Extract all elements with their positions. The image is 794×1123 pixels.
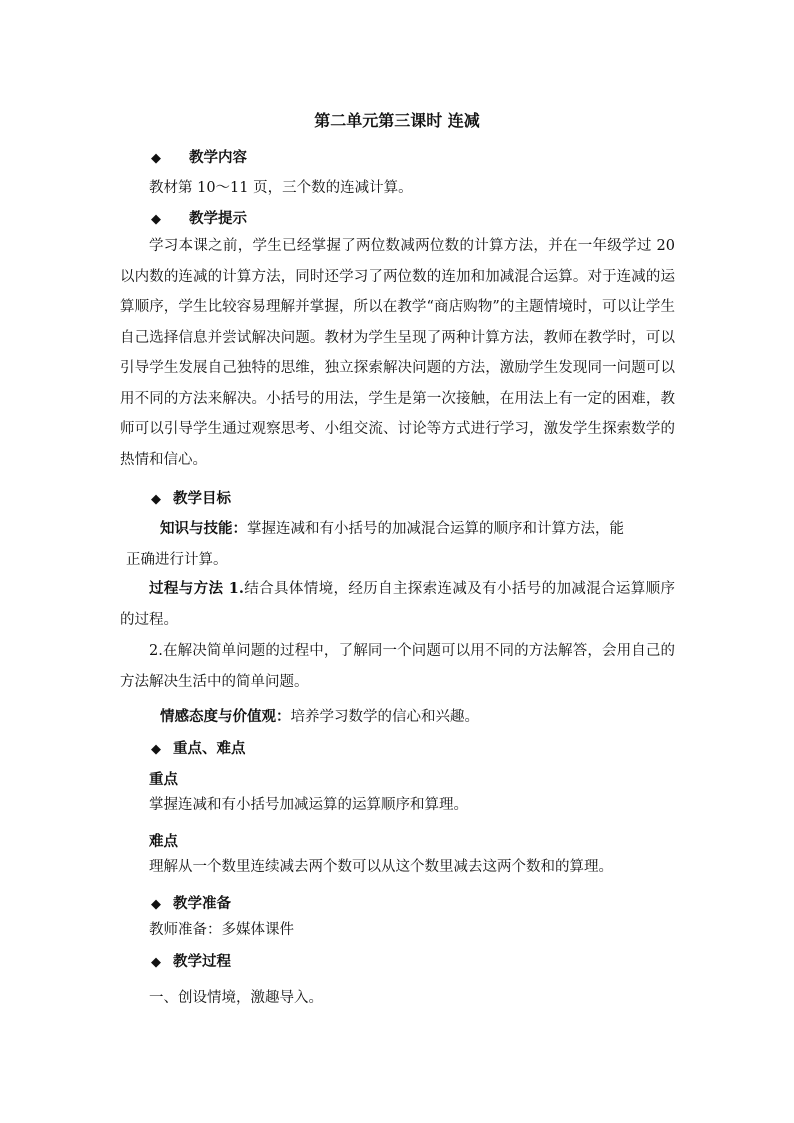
key-text: 掌握连减和有小括号加减运算的运算顺序和算理。 [149,797,468,813]
content-text: 教材第 10～11 页，三个数的连减计算。 [149,180,413,196]
section-heading-content [151,146,247,167]
heading-text: 教学准备 [173,895,231,912]
process-label: 过程与方法 [149,580,224,597]
difficult-label: 难点 [149,833,178,850]
heading-text: 重点、难点 [173,740,246,757]
diamond-bullet-icon: ◆ [151,742,161,757]
heading-text: 教学过程 [173,953,231,970]
knowledge-label: 知识与技能： [160,520,247,537]
process-paragraph [120,574,675,635]
heading-text: 教学目标 [173,490,231,507]
diamond-bullet-icon: ◆ [151,897,161,912]
section-heading-tips [151,207,247,228]
section-heading-keypoints [151,737,246,758]
knowledge-line-2: 正确进行计算。 [126,552,228,568]
key-label: 重点 [149,771,178,788]
attitude-text: 培养学习数学的信心和兴趣。 [290,709,479,725]
page-title: 第二单元第三课时 连减 [314,111,480,130]
diamond-bullet-icon: ◆ [151,151,161,166]
heading-text: 教学内容 [189,149,247,166]
attitude-label: 情感态度与价值观： [160,708,291,725]
attitude-line [160,705,479,726]
process-step-1: 一、创设情境，激趣导入。 [149,990,323,1006]
knowledge-text: 掌握连减和有小括号的加减混合运算的顺序和计算方法，能 [247,521,624,537]
heading-text: 教学提示 [189,210,247,227]
tips-paragraph: 学习本课之前，学生已经掌握了两位数减两位数的计算方法，并在一年级学过 20 以内数的连减的计算方法，同时还学习了两位数的连加和加减混合运算。对于连减的运算顺序，学生比较容易理解并掌握，所以在教学“商店购物”的主题情境时，可以让学生自己选择信息并尝试解决问题。教材为学生呈现了两种计算方法，教师在教学时，可以引导学生发展自己独特的思维，独立探索解决问题的方法，激励学生发现同一问题可以用不同的方法来解决。小括号的用法，学生是第一次接触，在用法上有一定的困难，教师可以引导学生通过观察思考、小组交流、讨论等方式进行学习，激发学生探索数学的热情和信心。 [120,238,675,468]
difficult-text: 理解从一个数里连续减去两个数可以从这个数里减去这两个数和的算理。 [149,859,613,875]
section-heading-prep [151,892,231,913]
process-paragraph-2: 2.在解决简单问题的过程中，了解同一个问题可以用不同的方法解答，会用自己的方法解决生活中的简单问题。 [120,643,675,690]
section-heading-process [151,950,231,971]
diamond-bullet-icon: ◆ [151,492,161,507]
diamond-bullet-icon: ◆ [151,955,161,970]
process-text: 结合具体情境，经历自主探索连减及有小括号的加减混合运算顺序的过程。 [120,581,676,628]
prep-text: 教师准备：多媒体课件 [149,922,294,938]
process-number: 1. [223,580,244,597]
diamond-bullet-icon: ◆ [151,212,161,227]
section-heading-goals [151,487,231,508]
knowledge-line [160,517,624,538]
